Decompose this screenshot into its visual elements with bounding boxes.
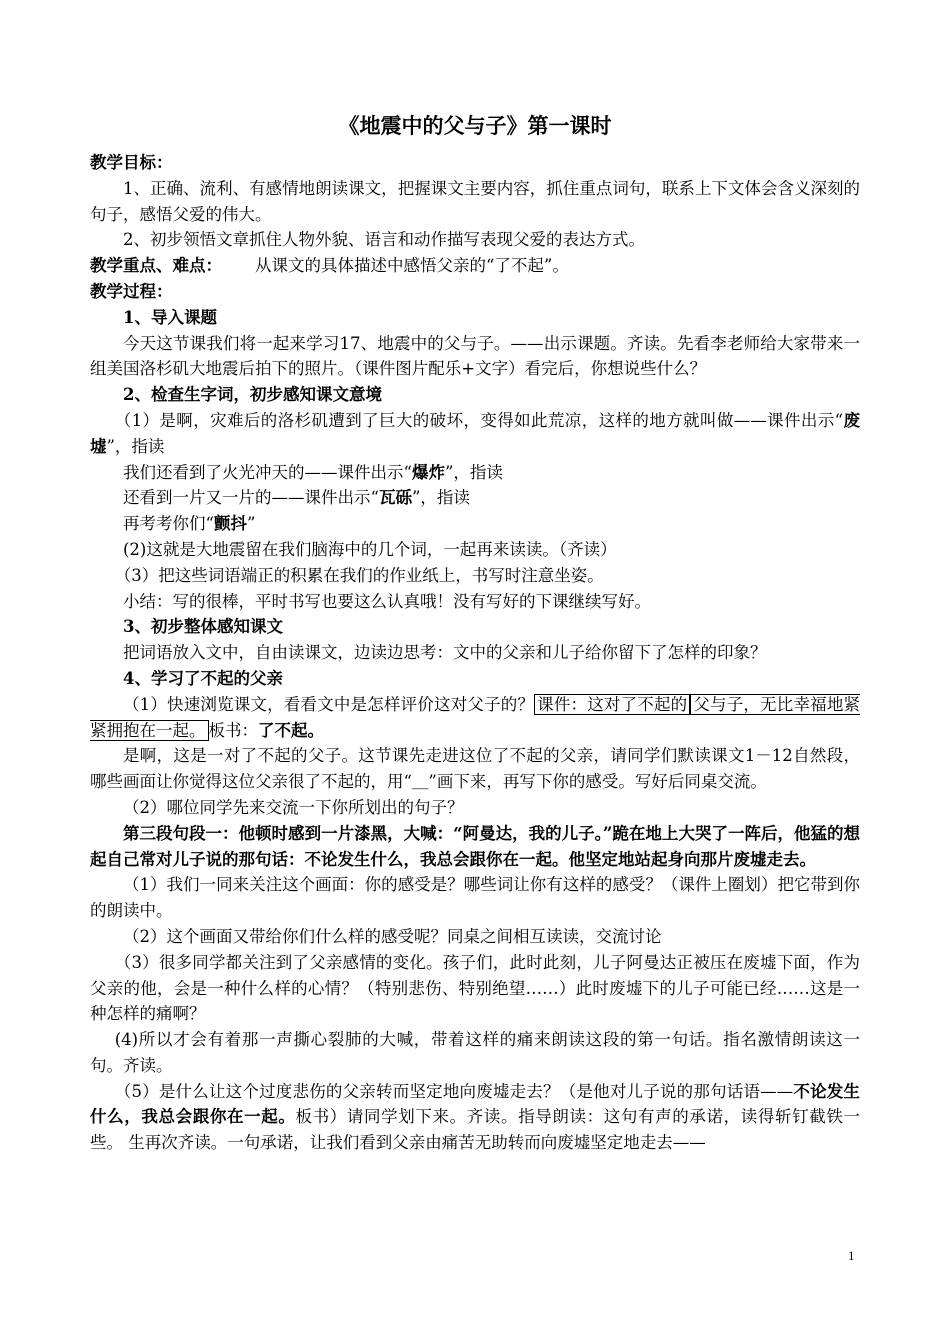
text-run: ”，指读 (106, 436, 165, 456)
keypoints-label: 教学重点、难点： (90, 256, 222, 276)
keypoints-line (90, 253, 860, 279)
section-4-para-1 (90, 692, 860, 744)
courseware-box: 父与子，无比幸福地紧紧拥抱在一起。 (90, 694, 861, 740)
text-run: 板书： (208, 720, 258, 740)
objective-1: 1、正确、流利、有感情地朗读课文，把握课文主要内容，抓住重点词句，联系上下文体会含义深刻的句子，感悟父爱的伟大。 (90, 178, 860, 224)
section-2-heading: 2、检查生字词，初步感知课文意境 (123, 385, 382, 405)
objective-2: 2、初步领悟文章抓住人物外貌、语言和动作描写表现父爱的表达方式。 (123, 230, 645, 250)
word-baozha: 爆炸 (411, 462, 445, 482)
text-run: 板书）请同学划下来。齐读。指导朗读：这句有声的承诺，读得斩钉截铁一些。 生再次齐读。一句承诺，让我们看到父亲由痛苦无助转而向废墟坚定地走去—— (90, 1107, 860, 1153)
section-4-heading: 4、学习了不起的父亲 (123, 668, 283, 688)
section-2-para-1 (90, 408, 860, 460)
text-run: ” (246, 514, 256, 534)
board-note: 了不起。 (258, 720, 324, 740)
page-number: 1 (848, 1248, 855, 1263)
text-run: ”，指读 (411, 488, 470, 508)
section-4-para-2: 是啊，这是一对了不起的父子。这节课先走进这位了不起的父亲，请同学们默读课文1－12自然段，哪些画面让你觉得这位父亲很了不起的，用“＿”画下来，再写下你的感受。写好后同桌交流。 (90, 746, 860, 792)
section-4-para-6: （2）这个画面又带给你们什么样的感受呢？同桌之间相互读读，交流讨论 (123, 926, 662, 946)
section-2-para-4 (90, 511, 860, 537)
section-2-para-3 (90, 485, 860, 511)
section-4-para-5: （1）我们一同来关注这个画面：你的感受是？哪些词让你有这样的感受？（课件上圈划）把它带到你的朗读中。 (90, 875, 860, 921)
section-3-heading: 3、初步整体感知课文 (123, 617, 283, 637)
document-body (90, 150, 860, 1156)
section-2-summary: 小结：写的很棒，平时书写也要这么认真哦！没有写好的下课继续写好。 (123, 591, 651, 611)
text-run: 我们还看到了火光冲天的——课件出示“ (123, 462, 412, 482)
section-4-para-7: （3）很多同学都关注到了父亲感情的变化。孩子们，此时此刻，儿子阿曼达正被压在废墟下面，作为父亲的他，会是一种什么样的心情？（特别悲伤、特别绝望……）此时废墟下的儿子可能已经……这是一种怎样的痛啊？ (90, 952, 860, 1024)
section-4-para-9 (90, 1079, 860, 1156)
text-run: ”，指读 (444, 462, 503, 482)
section-4-para-8: (4)所以才会有着那一声撕心裂肺的大喊，带着这样的痛来朗读这段的第一句话。指名激情朗读这一句。齐读。 (90, 1030, 860, 1075)
process-label: 教学过程： (90, 281, 173, 301)
section-4-para-3: （2）哪位同学先来交流一下你所划出的句子？ (123, 797, 464, 817)
word-wali: 瓦砾 (378, 488, 412, 508)
text-run: （1）是啊，灾难后的洛杉矶遭到了巨大的破坏，变得如此荒凉，这样的地方就叫做——课件出示“ (114, 410, 844, 430)
text-run: 还看到一片又一片的——课件出示“ (123, 488, 379, 508)
word-chandou: 颤抖 (213, 514, 247, 534)
courseware-box: 课件：这对了不起的 (534, 694, 690, 715)
document-title: 《地震中的父与子》第一课时 (338, 114, 612, 138)
text-run: （5）是什么让这个过度悲伤的父亲转而坚定地向废墟走去？（是他对儿子说的那句话语—— (114, 1081, 794, 1101)
text-run: 再考考你们“ (123, 514, 214, 534)
word-feixu: 废墟 (90, 410, 861, 456)
promise-quote: 不论发生什么，我总会跟你在一起。 (90, 1081, 861, 1127)
section-2-para-6: （3）把这些词语端正的积累在我们的作业纸上，书写时注意坐姿。 (114, 565, 604, 585)
section-1-heading: 1、导入课题 (123, 307, 217, 327)
section-1-para: 今天这节课我们将一起来学习17、地震中的父与子。——出示课题。齐读。先看李老师给大家带来一组美国洛杉矶大地震后拍下的照片。（课件图片配乐+文字）看完后，你想说些什么？ (90, 333, 860, 379)
section-4-quote: 第三段句段一：他顿时感到一片漆黑，大喊：“阿曼达，我的儿子。”跪在地上大哭了一阵后，他猛的想起自己常对儿子说的那句话：不论发生什么，我总会跟你在一起。他坚定地站起身向那片废墟走去。 (90, 823, 860, 869)
objectives-label: 教学目标： (90, 153, 173, 172)
section-2-para-5: (2)这就是大地震留在我们脑海中的几个词，一起再来读读。（齐读） (123, 539, 617, 559)
keypoints-text: 从课文的具体描述中感悟父亲的“了不起”。 (255, 256, 569, 276)
text-run: （1）快速浏览课文，看看文中是怎样评价这对父子的？ (123, 694, 535, 714)
section-3-para: 把词语放入文中，自由读课文，边读边思考：文中的父亲和儿子给你留下了怎样的印象？ (123, 643, 767, 663)
section-2-para-2 (90, 460, 860, 486)
